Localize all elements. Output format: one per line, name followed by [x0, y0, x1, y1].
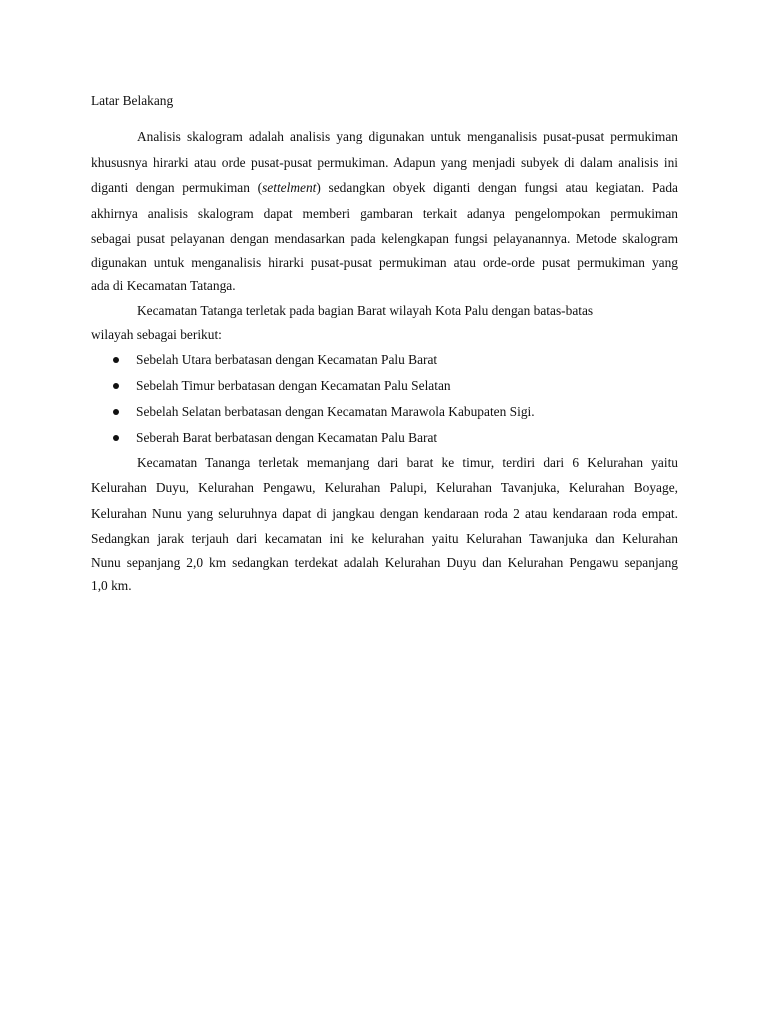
list-item-text: Sebelah Timur berbatasan dengan Kecamatan Palu Selatan — [136, 378, 451, 393]
list-item-text: Sebelah Selatan berbatasan dengan Kecamatan Marawola Kabupaten Sigi. — [136, 404, 535, 419]
paragraph-3-line-5: Nunu sepanjang 2,0 km sedangkan terdekat adalah Kelurahan Duyu dan Kelurahan Pengawu sepanjang — [91, 555, 678, 570]
paragraph-3-line-1: Kecamatan Tananga terletak memanjang dari barat ke timur, terdiri dari 6 Kelurahan yaitu — [137, 455, 678, 470]
paragraph-1-line-3 — [91, 180, 678, 196]
paragraph-1-line-6: digunakan untuk menganalisis hirarki pusat-pusat permukiman atau orde-orde pusat permukiman yang — [91, 255, 678, 270]
paragraph-3-line-3: Kelurahan Nunu yang seluruhnya dapat di jangkau dengan kendaraan roda 2 atau kendaraan roda empat. — [91, 506, 678, 521]
paragraph-3-line-4: Sedangkan jarak terjauh dari kecamatan ini ke kelurahan yaitu Kelurahan Tawanjuka dan Kelurahan — [91, 531, 678, 546]
paragraph-1-line-5: sebagai pusat pelayanan dengan mendasarkan pada kelengkapan fungsi pelayanannya. Metode skalogram — [91, 231, 678, 246]
bullet-icon — [113, 357, 119, 363]
paragraph-3-line-6: 1,0 km. — [91, 578, 132, 593]
paragraph-1-line-2: khususnya hirarki atau orde pusat-pusat permukiman. Adapun yang menjadi subyek di dalam analisis ini — [91, 155, 678, 170]
paragraph-2-line-1: Kecamatan Tatanga terletak pada bagian Barat wilayah Kota Palu dengan batas-batas — [137, 303, 594, 318]
paragraph-1-line-3-end: ) sedangkan obyek diganti dengan fungsi atau kegiatan. Pada — [316, 180, 678, 195]
paragraph-1-line-1: Analisis skalogram adalah analisis yang digunakan untuk menganalisis pusat-pusat permukiman — [137, 129, 678, 144]
paragraph-1-line-7: ada di Kecamatan Tatanga. — [91, 278, 236, 293]
list-item-text: Sebelah Utara berbatasan dengan Kecamatan Palu Barat — [136, 352, 438, 367]
bullet-icon — [113, 409, 119, 415]
paragraph-1-line-4: akhirnya analisis skalogram dapat memberi gambaran terkait adanya pengelompokan permukiman — [91, 206, 678, 221]
list-item-text: Seberah Barat berbatasan dengan Kecamatan Palu Barat — [136, 430, 438, 445]
paragraph-1-line-3-start: diganti dengan permukiman ( — [91, 180, 263, 195]
bullet-icon — [113, 383, 119, 389]
paragraph-2-line-2: wilayah sebagai berikut: — [91, 327, 222, 342]
settelment-term: settelment — [262, 180, 317, 195]
paragraph-3-line-2: Kelurahan Duyu, Kelurahan Pengawu, Kelurahan Palupi, Kelurahan Tavanjuka, Kelurahan Boyage, — [91, 480, 678, 495]
bullet-icon — [113, 435, 119, 441]
section-heading: Latar Belakang — [91, 93, 174, 108]
